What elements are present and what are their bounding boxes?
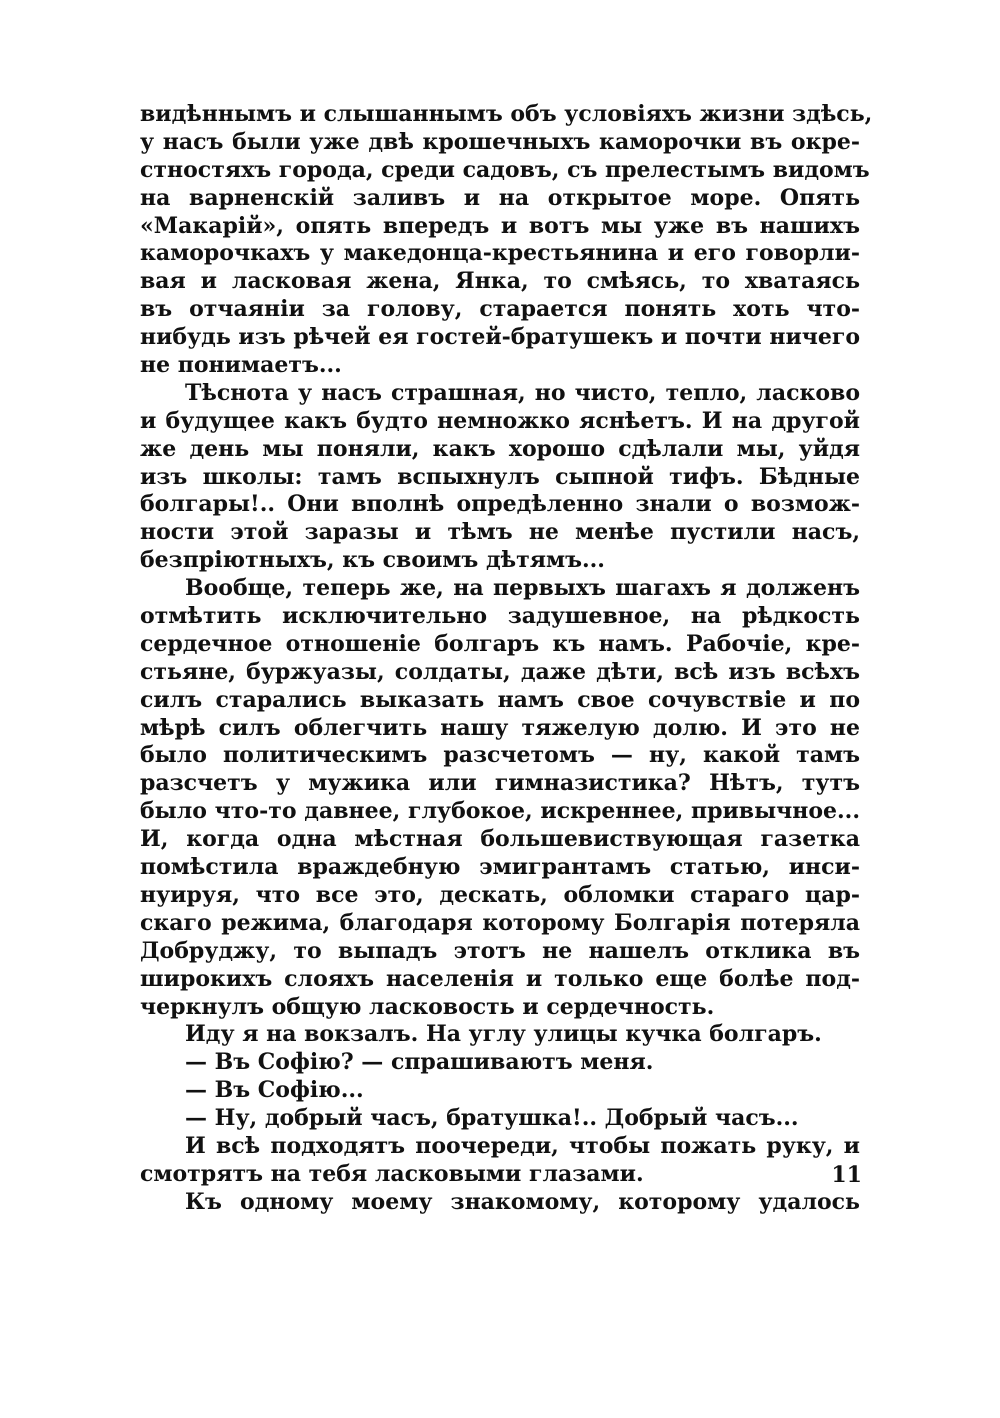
text-line: видѣннымъ и слышаннымъ объ условіяхъ жизни здѣсь, — [140, 101, 873, 127]
text-line: — Въ Софію... — [185, 1077, 364, 1104]
text-line: изъ школы: тамъ вспыхнулъ сыпной тифъ. Бѣдные — [140, 463, 860, 490]
page-number: 11 — [831, 1162, 862, 1188]
text-line: нибудь изъ рѣчей ея гостей-братушекъ и почти ничего — [140, 324, 861, 351]
text-line: было что-то давнее, глубокое, искреннее, привычное... — [140, 798, 860, 825]
text-line: сердечное отношеніе болгаръ къ намъ. Рабочіе, кре- — [140, 630, 860, 657]
text-line: у насъ были уже двѣ крошечныхъ каморочки въ окре- — [140, 128, 860, 155]
text-line: на варненскій заливъ и на открытое море. Опять — [140, 184, 860, 211]
text-line: каморочкахъ у македонца-крестьянина и его говорли- — [140, 240, 860, 267]
text-line: стностяхъ города, среди садовъ, съ прелестымъ видомъ — [140, 156, 870, 183]
body-text — [140, 101, 873, 1217]
text-line: черкнулъ общую ласковость и сердечность. — [140, 993, 715, 1020]
text-line: болгары!.. Они вполнѣ опредѣленно знали о возмож- — [140, 491, 860, 518]
text-line: помѣстила враждебную эмигрантамъ статью, инси- — [140, 854, 860, 881]
text-line: И, когда одна мѣстная большевиствующая газетка — [140, 826, 860, 853]
text-line: безпріютныхъ, къ своимъ дѣтямъ... — [140, 547, 605, 574]
text-line: — Ну, добрый часъ, братушка!.. Добрый часъ... — [185, 1105, 799, 1132]
text-line: Вообще, теперь же, на первыхъ шагахъ я долженъ — [185, 575, 860, 602]
text-line: стьяне, буржуазы, солдаты, даже дѣти, всѣ изъ всѣхъ — [140, 658, 860, 685]
text-line: ности этой заразы и тѣмъ не менѣе пустили насъ, — [140, 519, 860, 546]
text-line: Тѣснота у насъ страшная, но чисто, тепло, ласково — [185, 379, 860, 406]
text-line: Къ одному моему знакомому, которому удалось — [185, 1188, 860, 1215]
text-line: въ отчаяніи за голову, старается понять хоть что- — [140, 296, 860, 323]
text-line: мѣрѣ силъ облегчить нашу тяжелую долю. И это не — [140, 714, 860, 741]
text-line: разсчетъ у мужика или гимназистика? Нѣтъ, тутъ — [140, 770, 860, 797]
text-line: силъ старались выказать намъ свое сочувствіе и по — [140, 686, 860, 713]
text-line: вая и ласковая жена, Янка, то смѣясь, то хватаясь — [140, 268, 860, 295]
text-line: И всѣ подходятъ поочереди, чтобы пожать руку, и — [185, 1132, 860, 1159]
text-line: скаго режима, благодаря которому Болгарія потеряла — [140, 909, 860, 936]
text-line: отмѣтить исключительно задушевное, на рѣдкость — [140, 603, 860, 630]
text-line: широкихъ слояхъ населенія и только еще болѣе под- — [140, 965, 860, 992]
text-line: было политическимъ разсчетомъ — ну, какой тамъ — [140, 742, 860, 769]
text-line: смотрятъ на тебя ласковыми глазами. — [140, 1160, 644, 1187]
text-line: Иду я на вокзалъ. На углу улицы кучка болгаръ. — [185, 1021, 822, 1048]
text-line: — Въ Софію? — спрашиваютъ меня. — [185, 1049, 654, 1076]
text-line: не понимаетъ... — [140, 352, 342, 379]
text-line: же день мы поняли, какъ хорошо сдѣлали мы, уйдя — [140, 435, 860, 462]
text-line: нуируя, что все это, дескать, обломки стараго цар- — [140, 881, 860, 908]
text-line: Добруджу, то выпадъ этотъ не нашелъ отклика въ — [140, 937, 860, 964]
text-line: «Макарій», опять впередъ и вотъ мы уже въ нашихъ — [140, 212, 860, 239]
text-line: и будущее какъ будто немножко яснѣетъ. И на другой — [140, 407, 860, 434]
